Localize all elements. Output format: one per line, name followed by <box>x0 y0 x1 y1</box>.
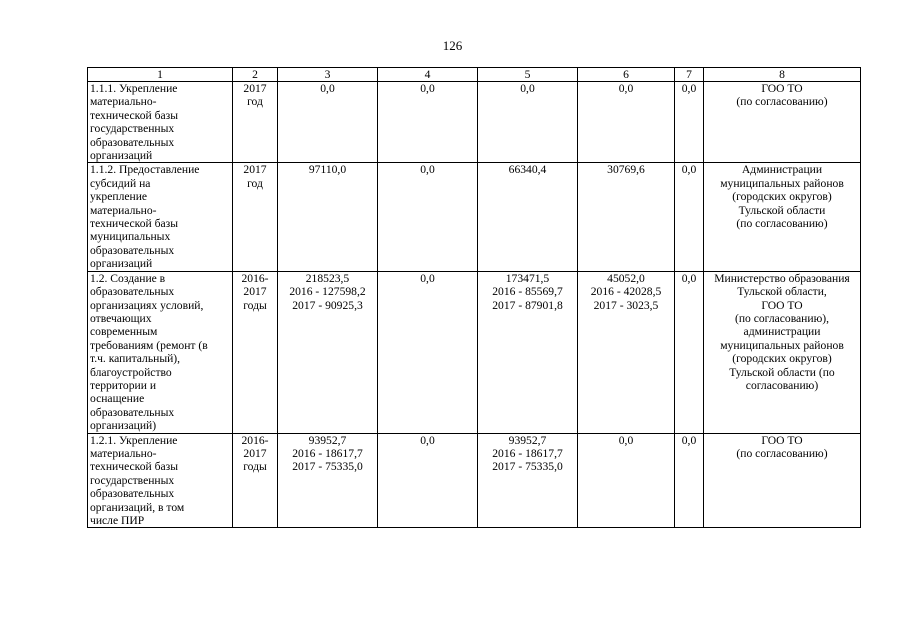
cell-text-line: технической базы <box>90 217 179 231</box>
page-number: 126 <box>442 38 463 53</box>
cell-text-line: 2017 <box>243 82 267 95</box>
extra-budget-cell <box>675 82 704 163</box>
cell-text-line: (по согласованию) <box>736 446 828 460</box>
executor-cell <box>704 271 861 433</box>
cell-text-line: 2016- <box>241 433 269 447</box>
extra-budget-cell <box>675 163 704 271</box>
cell-text-line: годы <box>243 298 267 312</box>
cell-text-line: 0,0 <box>681 433 697 447</box>
cell-text-line: благоустройство <box>90 365 172 379</box>
cell-text-line: согласованию) <box>745 378 819 392</box>
cell-text-line: муниципальных районов <box>720 338 844 352</box>
cell-text-line: образовательных <box>90 487 175 501</box>
cell-text-line: (по согласованию), <box>734 311 830 325</box>
executor-cell <box>704 433 861 528</box>
total-amount-cell <box>278 271 378 433</box>
regional-budget-cell <box>478 82 578 163</box>
total-amount-cell <box>278 82 378 163</box>
cell-text-line: образовательных <box>90 405 175 419</box>
cell-text-line: 0,0 <box>681 271 697 285</box>
cell-text-line: технической базы <box>90 108 179 122</box>
cell-text-line: организаций <box>90 149 153 163</box>
measure-name-cell <box>88 271 233 433</box>
cell-text-line: 1.2.1. Укрепление <box>90 433 178 447</box>
cell-text-line: государственных <box>90 122 175 136</box>
federal-budget-cell <box>378 433 478 528</box>
cell-text-line: 0,0 <box>420 433 435 447</box>
total-amount-cell <box>278 163 378 271</box>
cell-text-line: отвечающих <box>90 311 152 325</box>
cell-text-line: Администрации <box>741 163 823 177</box>
cell-text-line: 218523,5 <box>305 271 350 285</box>
header-col-4: 4 <box>378 68 478 82</box>
measure-name-cell <box>88 163 233 271</box>
cell-text-line: 0,0 <box>681 82 697 95</box>
cell-text-line: организациях условий, <box>90 298 204 312</box>
cell-text-line: 0,0 <box>420 271 435 285</box>
municipal-budget-cell <box>578 271 675 433</box>
cell-text-line: 0,0 <box>420 82 435 95</box>
header-col-7: 7 <box>675 68 704 82</box>
cell-text-line: (городских округов) <box>732 352 832 366</box>
table-body <box>88 82 861 528</box>
table-row <box>88 271 861 433</box>
cell-text-line: 2016 - 85569,7 <box>492 285 563 299</box>
cell-text-line: 0,0 <box>420 163 435 177</box>
table-header <box>88 68 861 82</box>
cell-text-line: муниципальных <box>90 230 171 244</box>
regional-budget-cell <box>478 433 578 528</box>
cell-text-line: 0,0 <box>520 82 535 95</box>
cell-text-line: 97110,0 <box>308 163 347 177</box>
cell-text-line: 2017 - 75335,0 <box>492 460 563 474</box>
period-cell <box>233 163 278 271</box>
table-row <box>88 82 861 163</box>
header-col-3: 3 <box>278 68 378 82</box>
extra-budget-cell <box>675 433 704 528</box>
cell-text-line: образовательных <box>90 135 175 149</box>
executor-cell <box>704 82 861 163</box>
cell-text-line: муниципальных районов <box>720 176 844 190</box>
header-col-8: 8 <box>704 68 861 82</box>
cell-text-line: 2016 - 127598,2 <box>289 285 366 299</box>
regional-budget-cell <box>478 163 578 271</box>
cell-text-line: год <box>247 176 263 190</box>
cell-text-line: образовательных <box>90 285 175 299</box>
cell-text-line: материально- <box>90 203 157 217</box>
cell-text-line: оснащение <box>90 392 145 406</box>
header-row <box>88 68 861 82</box>
cell-text-line: материально- <box>90 95 157 109</box>
cell-text-line: 93952,7 <box>508 433 547 447</box>
total-amount-cell <box>278 433 378 528</box>
cell-text-line: 2017 <box>243 285 267 299</box>
cell-text-line: 2016- <box>241 271 269 285</box>
cell-text-line: администрации <box>743 325 821 339</box>
cell-text-line: 2016 - 42028,5 <box>590 285 662 299</box>
cell-text-line: материально- <box>90 446 157 460</box>
cell-text-line: Министерство образования <box>714 271 850 285</box>
cell-text-line: территории и <box>90 378 157 392</box>
cell-text-line: государственных <box>90 473 175 487</box>
regional-budget-cell <box>478 271 578 433</box>
federal-budget-cell <box>378 271 478 433</box>
cell-text-line: т.ч. капитальный), <box>90 352 181 366</box>
extra-budget-cell <box>675 271 704 433</box>
cell-text-line: 173471,5 <box>505 271 550 285</box>
table-row <box>88 163 861 271</box>
cell-text-line: 2017 - 3023,5 <box>593 298 659 312</box>
cell-text-line: организаций) <box>90 419 157 433</box>
cell-text-line: год <box>247 95 263 109</box>
cell-text-line: 1.1.1. Укрепление <box>90 82 178 95</box>
cell-text-line: 2017 <box>243 446 267 460</box>
cell-text-line: 2017 - 87901,8 <box>492 298 563 312</box>
federal-budget-cell <box>378 82 478 163</box>
cell-text-line: Тульской области (по <box>729 365 835 379</box>
cell-text-line: 0,0 <box>618 82 634 95</box>
period-cell <box>233 82 278 163</box>
period-cell <box>233 433 278 528</box>
header-col-2: 2 <box>233 68 278 82</box>
cell-text-line: ГОО ТО <box>761 82 803 95</box>
cell-text-line: (по согласованию) <box>736 95 828 109</box>
cell-text-line: ГОО ТО <box>761 298 803 312</box>
cell-text-line: требованиям (ремонт (в <box>90 338 208 352</box>
executor-cell <box>704 163 861 271</box>
municipal-budget-cell <box>578 163 675 271</box>
cell-text-line: 1.2. Создание в <box>90 271 166 285</box>
cell-text-line: субсидий на <box>90 176 151 190</box>
federal-budget-cell <box>378 163 478 271</box>
cell-text-line: ГОО ТО <box>761 433 803 447</box>
cell-text-line: Тульской области, <box>737 285 827 299</box>
header-col-6: 6 <box>578 68 675 82</box>
cell-text-line: укрепление <box>90 190 148 204</box>
measure-name-cell <box>88 82 233 163</box>
cell-text-line: 2017 - 75335,0 <box>292 460 363 474</box>
cell-text-line: (по согласованию) <box>736 217 828 231</box>
cell-text-line: 2017 <box>243 163 267 177</box>
cell-text-line: 2017 - 90925,3 <box>292 298 363 312</box>
cell-text-line: 2016 - 18617,7 <box>292 446 363 460</box>
cell-text-line: 0,0 <box>681 163 697 177</box>
header-col-1: 1 <box>88 68 233 82</box>
cell-text-line: 93952,7 <box>308 433 347 447</box>
cell-text-line: современным <box>90 325 158 339</box>
cell-text-line: 1.1.2. Предоставление <box>90 163 200 177</box>
cell-text-line: 0,0 <box>320 82 335 95</box>
cell-text-line: образовательных <box>90 243 175 257</box>
cell-text-line: 0,0 <box>618 433 634 447</box>
cell-text-line: технической базы <box>90 460 179 474</box>
cell-text-line: 2016 - 18617,7 <box>492 446 563 460</box>
cell-text-line: организаций <box>90 257 153 271</box>
table-row <box>88 433 861 528</box>
municipal-budget-cell <box>578 433 675 528</box>
measure-name-cell <box>88 433 233 528</box>
cell-text-line: 45052,0 <box>607 271 645 285</box>
cell-text-line: 30769,6 <box>607 163 645 177</box>
cell-text-line: организаций, в том <box>90 500 185 514</box>
cell-text-line: (городских округов) <box>732 190 832 204</box>
municipal-budget-cell <box>578 82 675 163</box>
cell-text-line: 66340,4 <box>508 163 547 177</box>
cell-text-line: числе ПИР <box>90 514 145 527</box>
header-col-5: 5 <box>478 68 578 82</box>
program-table <box>87 67 861 528</box>
period-cell <box>233 271 278 433</box>
cell-text-line: годы <box>243 460 267 474</box>
cell-text-line: Тульской области <box>738 203 826 217</box>
